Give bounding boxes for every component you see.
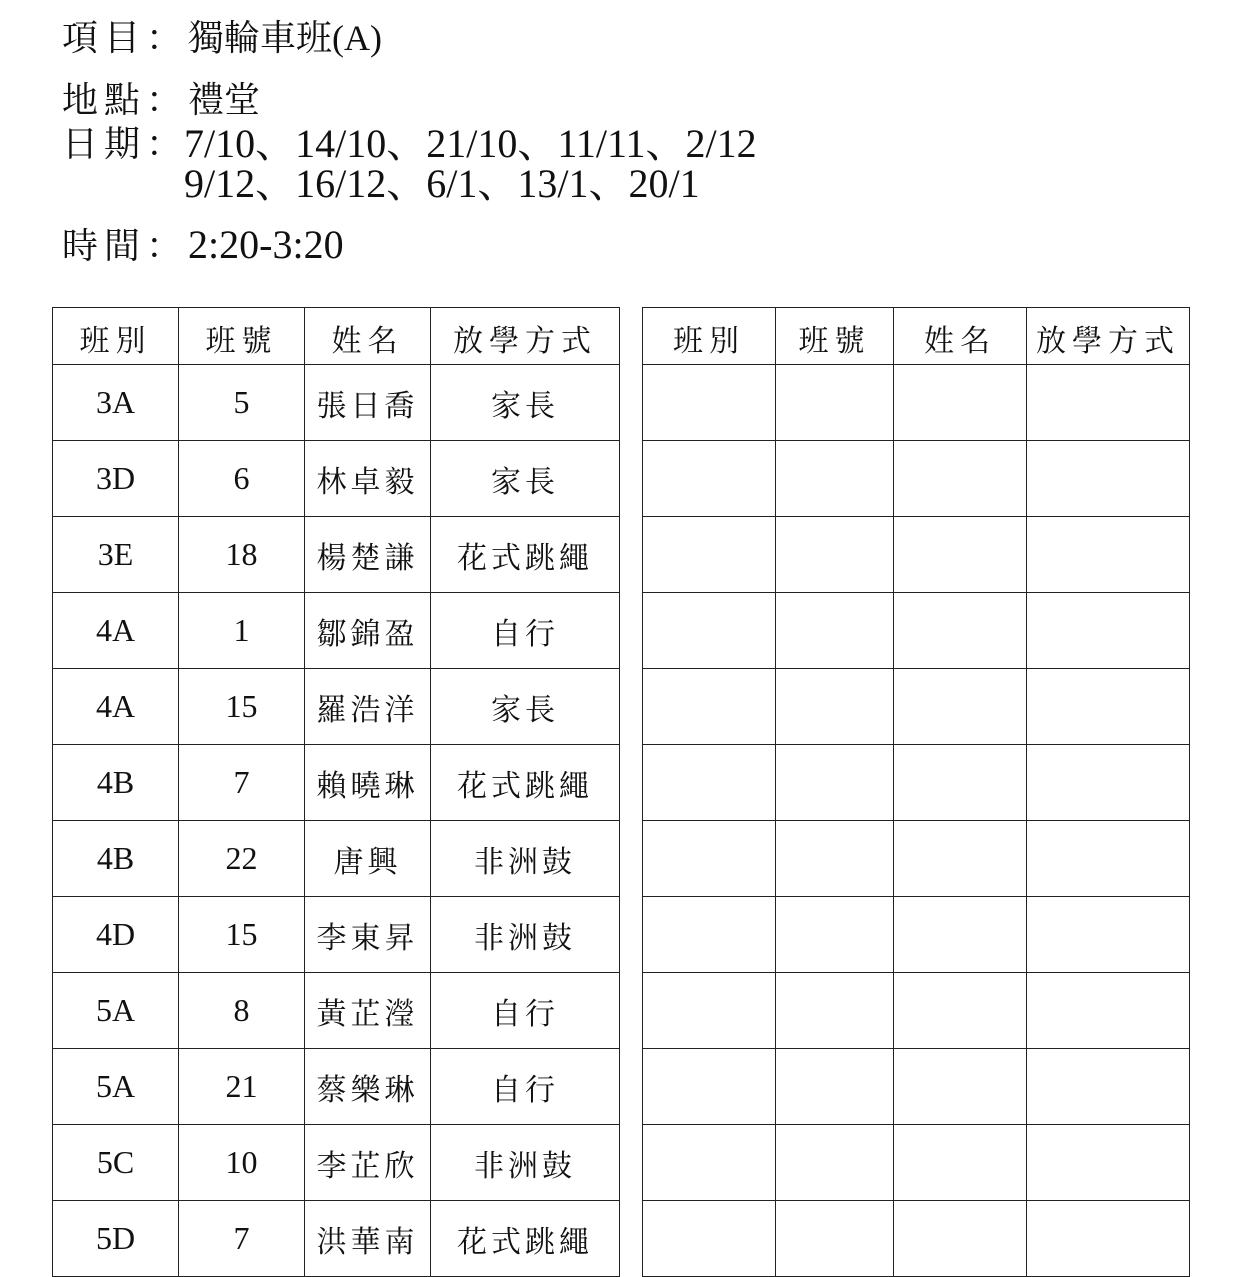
empty-cell xyxy=(776,441,894,517)
table-row-empty xyxy=(643,1049,1190,1125)
cell-dismissal: 花式跳繩 xyxy=(431,517,620,593)
empty-cell xyxy=(776,593,894,669)
cell-name: 唐興 xyxy=(305,821,431,897)
date-line xyxy=(62,125,188,165)
attendance-table-left xyxy=(52,307,620,1277)
empty-cell xyxy=(643,365,776,441)
table-row xyxy=(53,669,620,745)
empty-cell xyxy=(894,1125,1027,1201)
cell-number: 15 xyxy=(179,669,305,745)
cell-name: 賴曉琳 xyxy=(305,745,431,821)
table-row-empty xyxy=(643,1201,1190,1277)
table-row-empty xyxy=(643,745,1190,821)
empty-cell xyxy=(643,745,776,821)
table-row-empty xyxy=(643,973,1190,1049)
empty-cell xyxy=(894,973,1027,1049)
col-header-dismissal: 放學方式 xyxy=(431,308,620,365)
empty-cell xyxy=(776,1201,894,1277)
cell-number: 1 xyxy=(179,593,305,669)
empty-cell xyxy=(894,745,1027,821)
empty-cell xyxy=(776,973,894,1049)
empty-cell xyxy=(643,517,776,593)
cell-dismissal: 非洲鼓 xyxy=(431,897,620,973)
cell-class: 5A xyxy=(53,1049,179,1125)
col-header-dismissal: 放學方式 xyxy=(1027,308,1190,365)
empty-cell xyxy=(894,517,1027,593)
date-line-1: 7/10、14/10、21/10、11/11、2/12 xyxy=(184,121,757,166)
cell-name: 林卓毅 xyxy=(305,441,431,517)
empty-cell xyxy=(894,821,1027,897)
empty-cell xyxy=(643,973,776,1049)
table-row-empty xyxy=(643,441,1190,517)
cell-name: 鄒錦盈 xyxy=(305,593,431,669)
cell-number: 7 xyxy=(179,745,305,821)
cell-class: 3D xyxy=(53,441,179,517)
cell-class: 3A xyxy=(53,365,179,441)
empty-cell xyxy=(1027,593,1190,669)
empty-cell xyxy=(776,669,894,745)
table-row xyxy=(53,593,620,669)
cell-class: 4B xyxy=(53,745,179,821)
empty-cell xyxy=(1027,365,1190,441)
cell-number: 7 xyxy=(179,1201,305,1277)
table-row-empty xyxy=(643,897,1190,973)
table-row xyxy=(53,365,620,441)
table-row xyxy=(53,745,620,821)
table-row-empty xyxy=(643,517,1190,593)
location-value: 禮堂 xyxy=(188,80,261,120)
empty-cell xyxy=(1027,973,1190,1049)
empty-cell xyxy=(776,897,894,973)
cell-dismissal: 非洲鼓 xyxy=(431,821,620,897)
empty-cell xyxy=(643,669,776,745)
cell-number: 5 xyxy=(179,365,305,441)
table-row xyxy=(53,1125,620,1201)
empty-cell xyxy=(894,897,1027,973)
table-row xyxy=(53,897,620,973)
empty-cell xyxy=(1027,1201,1190,1277)
empty-cell xyxy=(894,1201,1027,1277)
project-value: 獨輪車班(A) xyxy=(188,18,382,58)
empty-cell xyxy=(894,365,1027,441)
empty-cell xyxy=(1027,441,1190,517)
table-header-row xyxy=(643,308,1190,365)
empty-cell xyxy=(643,593,776,669)
empty-cell xyxy=(776,1125,894,1201)
cell-number: 15 xyxy=(179,897,305,973)
table-row xyxy=(53,441,620,517)
empty-cell xyxy=(643,441,776,517)
cell-dismissal: 自行 xyxy=(431,593,620,669)
cell-number: 8 xyxy=(179,973,305,1049)
empty-cell xyxy=(1027,745,1190,821)
cell-dismissal: 花式跳繩 xyxy=(431,745,620,821)
cell-number: 18 xyxy=(179,517,305,593)
cell-dismissal: 非洲鼓 xyxy=(431,1125,620,1201)
col-header-number: 班號 xyxy=(776,308,894,365)
col-header-number: 班號 xyxy=(179,308,305,365)
empty-cell xyxy=(1027,897,1190,973)
col-header-class: 班別 xyxy=(53,308,179,365)
time-label: 時間： xyxy=(62,226,189,267)
empty-cell xyxy=(894,593,1027,669)
time-value: 2:20-3:20 xyxy=(188,222,344,267)
table-row-empty xyxy=(643,821,1190,897)
location-label: 地點： xyxy=(62,80,189,121)
cell-class: 4A xyxy=(53,593,179,669)
table-row xyxy=(53,517,620,593)
table-header-row xyxy=(53,308,620,365)
cell-class: 4D xyxy=(53,897,179,973)
empty-cell xyxy=(776,517,894,593)
cell-number: 21 xyxy=(179,1049,305,1125)
cell-number: 22 xyxy=(179,821,305,897)
cell-class: 5D xyxy=(53,1201,179,1277)
table-row-empty xyxy=(643,365,1190,441)
cell-class: 5A xyxy=(53,973,179,1049)
empty-cell xyxy=(894,1049,1027,1125)
empty-cell xyxy=(1027,1049,1190,1125)
empty-cell xyxy=(776,365,894,441)
cell-name: 李東昇 xyxy=(305,897,431,973)
cell-class: 3E xyxy=(53,517,179,593)
project-line xyxy=(62,18,382,59)
empty-cell xyxy=(1027,1125,1190,1201)
table-row xyxy=(53,1201,620,1277)
table-row-empty xyxy=(643,1125,1190,1201)
empty-cell xyxy=(894,669,1027,745)
table-row-empty xyxy=(643,593,1190,669)
empty-cell xyxy=(643,1201,776,1277)
cell-dismissal: 花式跳繩 xyxy=(431,1201,620,1277)
empty-cell xyxy=(776,1049,894,1125)
empty-cell xyxy=(776,745,894,821)
col-header-class: 班別 xyxy=(643,308,776,365)
cell-dismissal: 自行 xyxy=(431,973,620,1049)
empty-cell xyxy=(643,1125,776,1201)
col-header-name: 姓名 xyxy=(305,308,431,365)
cell-class: 5C xyxy=(53,1125,179,1201)
cell-dismissal: 家長 xyxy=(431,441,620,517)
empty-cell xyxy=(776,821,894,897)
empty-cell xyxy=(1027,517,1190,593)
location-line xyxy=(62,80,260,121)
empty-cell xyxy=(1027,821,1190,897)
project-label: 項目： xyxy=(62,18,189,59)
empty-cell xyxy=(1027,669,1190,745)
attendance-table-right xyxy=(642,307,1190,1277)
cell-number: 6 xyxy=(179,441,305,517)
time-line xyxy=(62,222,344,267)
cell-class: 4B xyxy=(53,821,179,897)
cell-dismissal: 家長 xyxy=(431,365,620,441)
cell-dismissal: 家長 xyxy=(431,669,620,745)
cell-dismissal: 自行 xyxy=(431,1049,620,1125)
date-line-2: 9/12、16/12、6/1、13/1、20/1 xyxy=(184,161,700,206)
cell-name: 黃芷瀅 xyxy=(305,973,431,1049)
cell-name: 羅浩洋 xyxy=(305,669,431,745)
table-row xyxy=(53,821,620,897)
cell-name: 蔡樂琳 xyxy=(305,1049,431,1125)
cell-name: 楊楚謙 xyxy=(305,517,431,593)
empty-cell xyxy=(894,441,1027,517)
table-row xyxy=(53,1049,620,1125)
empty-cell xyxy=(643,821,776,897)
cell-number: 10 xyxy=(179,1125,305,1201)
empty-cell xyxy=(643,1049,776,1125)
col-header-name: 姓名 xyxy=(894,308,1027,365)
cell-name: 張日喬 xyxy=(305,365,431,441)
date-label: 日期： xyxy=(62,124,189,165)
cell-class: 4A xyxy=(53,669,179,745)
cell-name: 李芷欣 xyxy=(305,1125,431,1201)
date-values xyxy=(184,121,757,206)
table-row-empty xyxy=(643,669,1190,745)
cell-name: 洪華南 xyxy=(305,1201,431,1277)
table-row xyxy=(53,973,620,1049)
empty-cell xyxy=(643,897,776,973)
